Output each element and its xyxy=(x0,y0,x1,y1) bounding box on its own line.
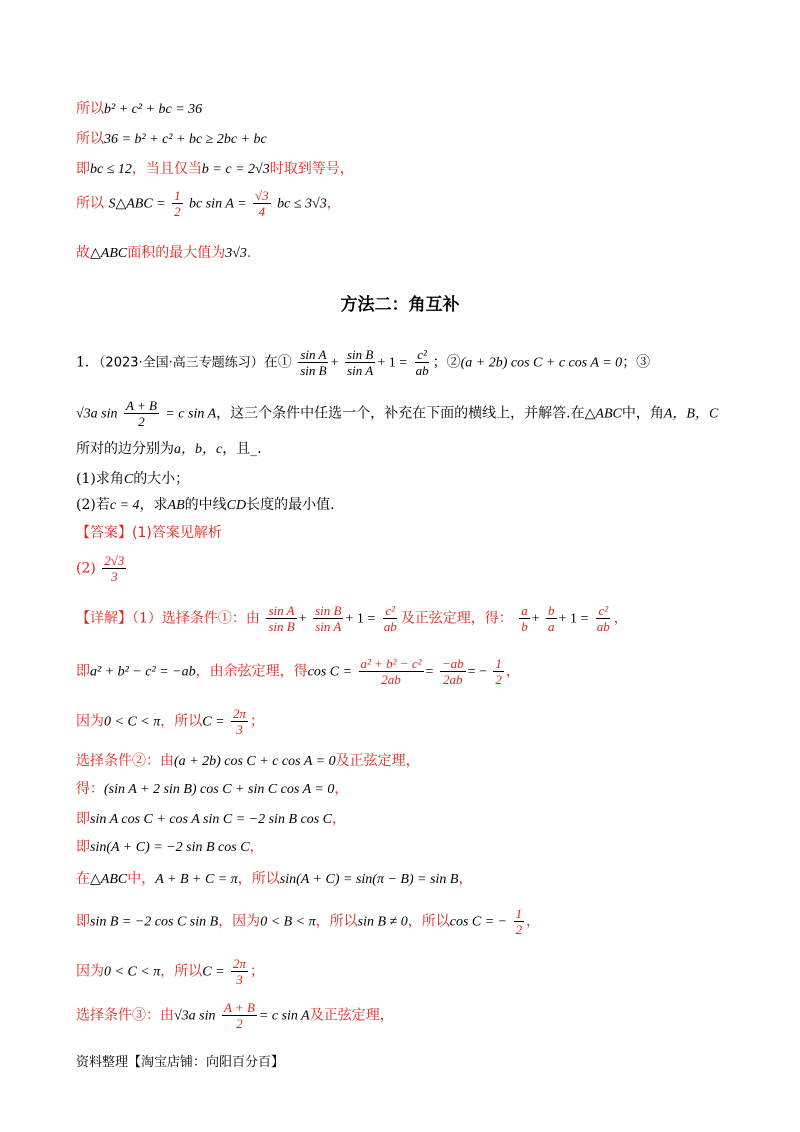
answer-2 xyxy=(76,553,740,584)
section-title: 方法二：角互补 xyxy=(340,295,460,315)
detail-line-4 xyxy=(76,750,740,770)
text: ，因为 xyxy=(218,913,261,930)
math-expression: A + B + C = π xyxy=(155,872,238,887)
fraction: $\frac{1}{2}$ xyxy=(495,656,502,687)
text: 所对的边分别为 xyxy=(76,441,174,457)
math-expression: △ABC xyxy=(90,246,128,261)
fraction: $\frac{A + B}{2}$ xyxy=(223,1000,255,1031)
math-expression: b² + c² + bc = 36 xyxy=(104,102,203,117)
text: 所以 xyxy=(76,131,104,147)
fraction: $\frac{\text{a² + b² − c²}}{2ab}$ xyxy=(360,656,422,687)
math-expression: CD xyxy=(226,498,247,513)
math-expression: 0 < B < π xyxy=(260,914,316,930)
detail-line-9: 即sin B = −2 cos C sin B，因为0 < B < π，所以sin B ≠ 0，所以cos C = − $\frac{1}{2}$ ， xyxy=(76,906,541,937)
math-expression: C = xyxy=(202,714,225,730)
math-expression: cos C = xyxy=(307,664,353,680)
fraction: $\frac{2\pi}{3}$ xyxy=(233,956,247,987)
math-expression: bc sin A = xyxy=(189,196,247,212)
math-expression: (a + 2b) cos C + c cos A = 0 xyxy=(174,754,336,769)
text: ， xyxy=(249,839,264,855)
fraction: $\frac{2√3}{3}$ xyxy=(104,553,125,584)
text: 因为 xyxy=(76,963,104,980)
detail-line-6 xyxy=(76,808,740,828)
math-expression: (a + 2b) cos C + c cos A = 0 xyxy=(460,355,623,371)
text: 所以 xyxy=(76,195,104,212)
problem-line-2 xyxy=(76,398,740,429)
text: 所以 xyxy=(76,101,104,117)
text: 长度的最小值. xyxy=(246,497,335,513)
proof-line-4 xyxy=(76,188,740,219)
text: 【详解】（1）选择条件①：由 xyxy=(76,610,260,627)
problem-source: （2023·全国·高三专题练习） xyxy=(98,355,264,371)
math-expression: 0 < C < π xyxy=(104,964,161,980)
math-expression: bc ≤ 3√3 xyxy=(277,196,327,212)
math-expression: c = 4 xyxy=(109,498,140,513)
detail-line-11 xyxy=(76,1000,740,1031)
text: ，当且仅当 xyxy=(131,161,202,177)
text: ；③ xyxy=(622,354,651,371)
problem-line-3 xyxy=(76,438,740,458)
text: 故 xyxy=(76,245,90,261)
proof-line-2 xyxy=(76,128,740,148)
text: 面积的最大值为 xyxy=(127,245,226,261)
proof-line-5 xyxy=(76,242,740,262)
math-expression: = c sin A xyxy=(165,406,217,422)
text: 中，角 xyxy=(621,405,664,422)
text: ，所以 xyxy=(315,913,358,930)
question-1 xyxy=(76,468,740,488)
detail-line-8 xyxy=(76,868,740,888)
text: (2) xyxy=(76,560,96,577)
text: ， xyxy=(326,195,341,212)
math-expression: sin B = −2 cos C sin B xyxy=(90,914,219,930)
fraction: $\frac{2\pi}{3}$ xyxy=(233,706,247,737)
text: ， xyxy=(332,811,346,827)
text: . xyxy=(246,245,252,261)
text: 即 xyxy=(76,913,90,930)
fraction: $\frac{\text{c²}}{ab}$ xyxy=(383,603,397,634)
text: 即 xyxy=(76,811,90,827)
problem-line-1: 1．（2023·全国·高三专题练习）在① $\frac{\text{sin A}}{\text{sin B}}$ + $\frac{\text{sin B}}{\text{sin A}}$ + 1 = $\frac{\text{c²}}{ab}$ ；②(a + 2b) cos C + c cos A = 0；③ xyxy=(76,347,651,378)
math-expression: cos C = − xyxy=(449,914,508,930)
text: 及正弦定理， xyxy=(309,1007,394,1024)
fraction: $\frac{a}{b}$ xyxy=(521,603,528,634)
text: 时取到等号， xyxy=(269,161,354,177)
footer-text: 资料整理【淘宝店铺：向阳百分百】 xyxy=(76,1055,285,1070)
fraction: $\frac{-ab}{2ab}$ xyxy=(441,656,464,687)
answer-label: 【答案】(1)答案见解析 xyxy=(76,525,222,541)
math-expression: 0 < C < π xyxy=(104,714,161,730)
fraction: $\frac{\text{sin A}}{\text{sin B}}$ xyxy=(268,603,295,634)
fraction: $\frac{\text{c²}}{ab}$ xyxy=(415,347,429,378)
text: 中， xyxy=(127,871,156,887)
math-expression: C = xyxy=(202,964,225,980)
detail-line-5 xyxy=(76,778,740,798)
text: ；② xyxy=(432,354,461,371)
text: ，所以 xyxy=(237,871,280,887)
text: ，求 xyxy=(139,497,168,513)
text: ，所以 xyxy=(407,913,450,930)
text: 得： xyxy=(76,781,104,797)
math-expression: 3√3 xyxy=(225,246,247,261)
text: ，所以 xyxy=(160,963,203,980)
text: ，且_. xyxy=(222,441,262,457)
question-2 xyxy=(76,494,740,514)
text: 在① xyxy=(263,354,292,371)
math-expression: = c sin A xyxy=(258,1008,310,1024)
proof-line-3 xyxy=(76,158,740,178)
math-expression: sin(A + C) = sin(π − B) = sin B xyxy=(279,872,459,887)
text: 因为 xyxy=(76,713,104,730)
math-expression: AB xyxy=(167,498,185,513)
fraction: $\frac{\text{c²}}{ab}$ xyxy=(596,603,610,634)
text: 即 xyxy=(76,663,90,680)
math-expression: A，B，C xyxy=(663,406,719,422)
text: ，这三个条件中任选一个，补充在下面的横线上，并解答.在 xyxy=(216,405,585,422)
math-expression: a，b，c xyxy=(174,442,223,457)
detail-line-3: 因为0 < C < π，所以C = $\frac{2\pi}{3}$ ； xyxy=(76,706,265,737)
text: 即 xyxy=(76,161,90,177)
fraction: $\frac{√3}{4}$ xyxy=(255,188,269,219)
text: 选择条件③：由 xyxy=(76,1007,174,1024)
text: 的大小； xyxy=(133,471,190,487)
math-expression: C xyxy=(123,472,134,487)
problem-number: 1． xyxy=(76,354,99,371)
math-expression: √3a sin xyxy=(174,1008,216,1024)
math-expression: sin B ≠ 0 xyxy=(357,914,408,930)
text: 选择条件②：由 xyxy=(76,753,174,769)
math-expression: √3a sin xyxy=(76,406,118,422)
text: ，由余弦定理，得 xyxy=(195,663,308,680)
math-expression: sin(A + C) = −2 sin B cos C xyxy=(90,840,250,855)
detail-line-1: 【详解】（1）选择条件①：由 $\frac{\text{sin A}}{\text{sin B}}$ + $\frac{\text{sin B}}{\text{sin A}}$ + 1 = $\frac{\text{c²}}{ab}$ 及正弦定理，得： $\frac{a}{b}$ + $\frac{b}{a}$ + 1 = $\frac{\text{c²}}{ab}$ ， xyxy=(76,603,628,634)
math-expression: a² + b² − c² = −ab xyxy=(90,664,196,680)
text: ， xyxy=(458,871,473,887)
text: (1)求角 xyxy=(76,471,124,487)
math-expression: 36 = b² + c² + bc ≥ 2bc + bc xyxy=(104,132,267,147)
fraction: $\frac{1}{2}$ xyxy=(515,906,523,937)
math-expression: S△ABC = xyxy=(108,196,166,212)
detail-line-7 xyxy=(76,836,740,856)
text: 即 xyxy=(76,839,90,855)
fraction: $\frac{b}{a}$ xyxy=(548,603,555,634)
math-expression: (sin A + 2 sin B) cos C + sin C cos A = 0 xyxy=(104,782,335,797)
text: ， xyxy=(334,781,349,797)
math-expression: bc ≤ 12 xyxy=(90,162,132,177)
text: ，所以 xyxy=(160,713,203,730)
math-expression: △ABC xyxy=(90,872,128,887)
fraction: $\frac{A + B}{2}$ xyxy=(125,398,157,429)
math-expression: sin A cos C + cos A sin C = −2 sin B cos C xyxy=(90,812,332,827)
detail-line-2: 即a² + b² − c² = −ab，由余弦定理，得cos C = $\frac{\text{a² + b² − c²}}{2ab}$ = $\frac{-ab}{2ab}$ = − $\frac{1}{2}$ ， xyxy=(76,656,520,687)
math-expression: b = c = 2√3 xyxy=(201,162,270,177)
text: 的中线 xyxy=(184,497,227,513)
fraction: $\frac{\text{sin B}}{\text{sin A}}$ xyxy=(346,347,374,378)
proof-line-1 xyxy=(76,98,740,118)
fraction: $\frac{\text{sin B}}{\text{sin A}}$ xyxy=(315,603,342,634)
fraction: $\frac{1}{2}$ xyxy=(174,188,181,219)
text: 及正弦定理，得： xyxy=(400,610,513,627)
text: 及正弦定理， xyxy=(335,753,420,769)
text: 在 xyxy=(76,871,90,887)
fraction: $\frac{\text{sin A}}{\text{sin B}}$ xyxy=(300,347,327,378)
text: (2)若 xyxy=(76,497,110,513)
detail-line-10: 因为0 < C < π，所以C = $\frac{2\pi}{3}$ ； xyxy=(76,956,265,987)
math-expression: △ABC xyxy=(584,406,622,422)
